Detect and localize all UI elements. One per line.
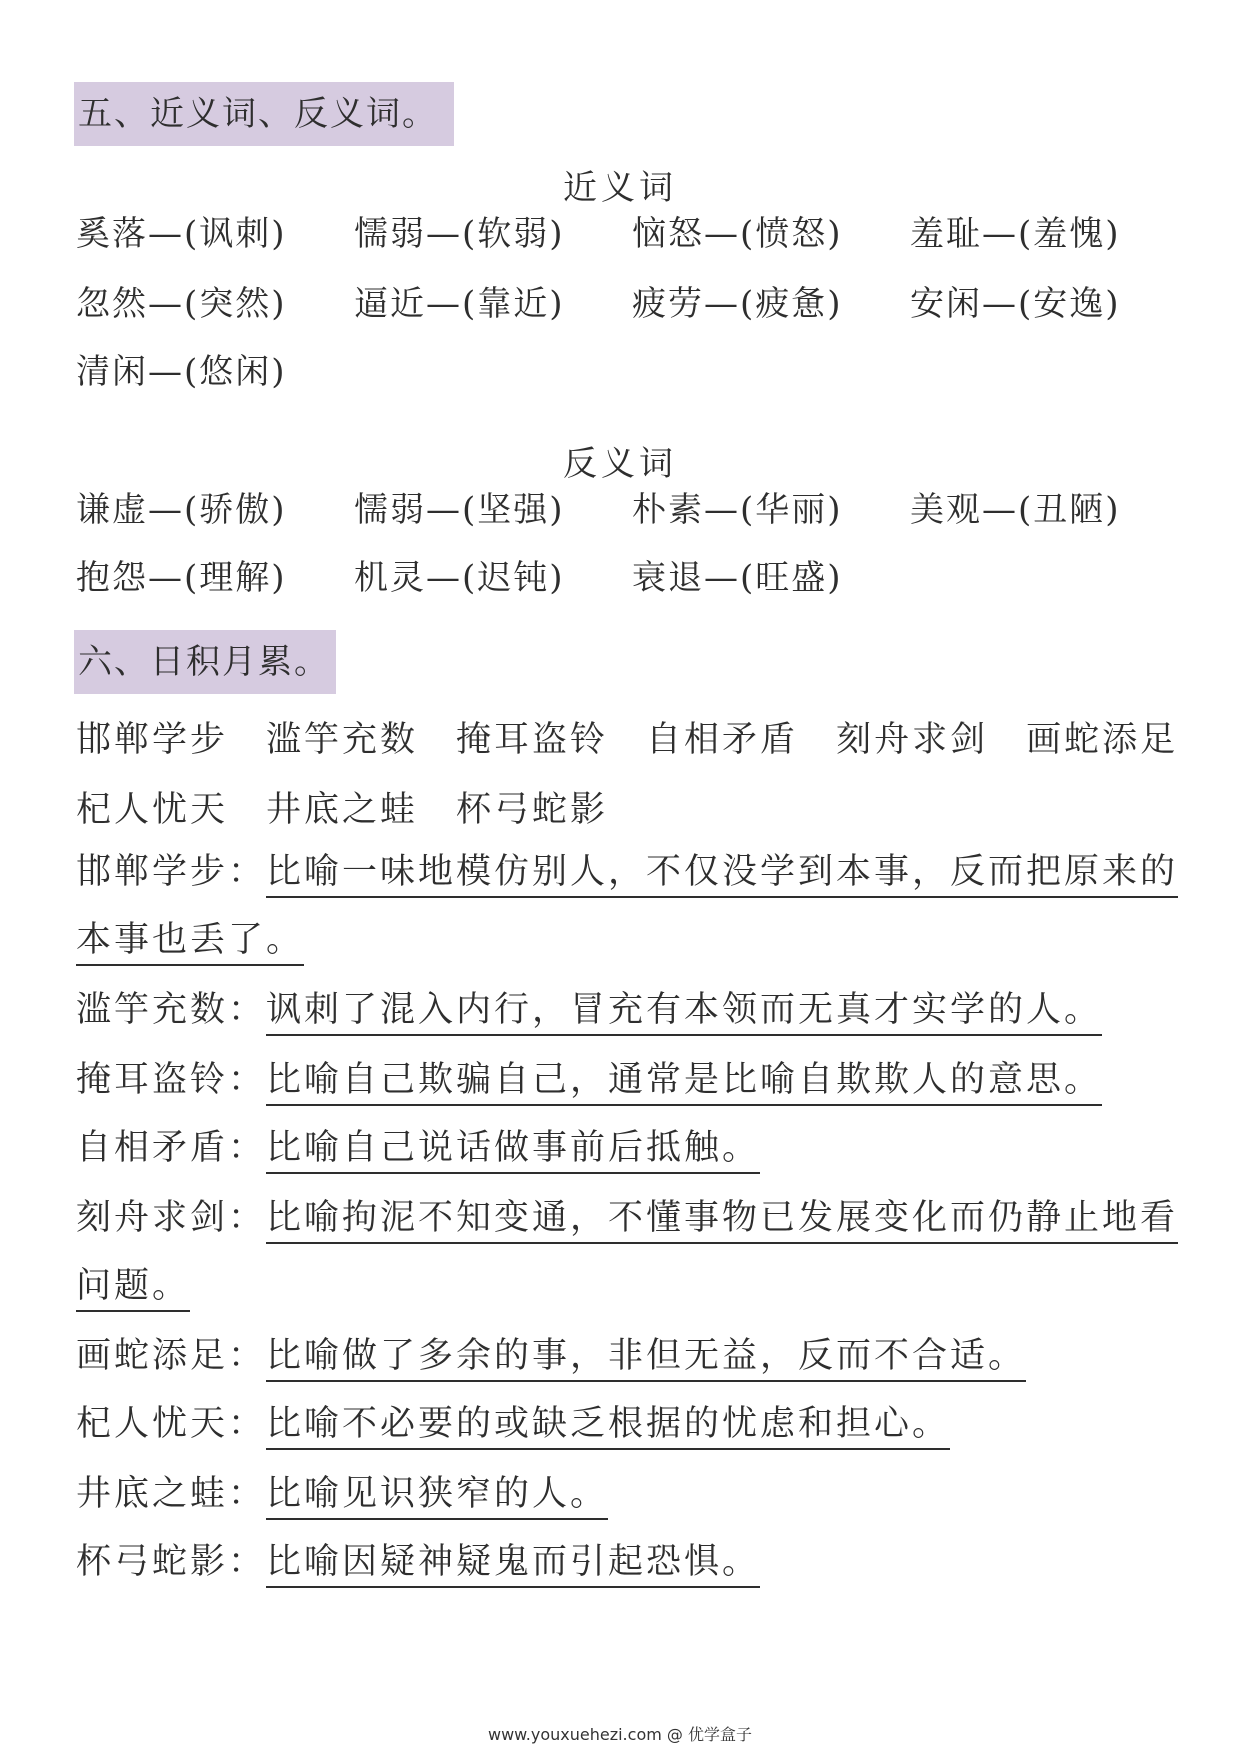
idiom-item: 杞人忧天 (76, 790, 229, 830)
idiom-explanation (76, 1470, 608, 1518)
explanation-text: 比喻见识狭窄的人。 (266, 1474, 608, 1520)
idiom-explanation (76, 1538, 760, 1586)
idiom-item: 画蛇添足 (1026, 720, 1179, 760)
explanation-text: 讽刺了混入内行，冒充有本领而无真才实学的人。 (266, 990, 1102, 1036)
idiom-term: 滥竽充数： (76, 990, 267, 1030)
explanation-text: 本事也丢了。 (76, 920, 304, 966)
synonyms-heading: 近义词 (563, 168, 677, 208)
synonym-pair: 羞耻—(羞愧) (910, 214, 1121, 254)
explanation-text: 比喻做了多余的事，非但无益，反而不合适。 (266, 1336, 1026, 1382)
synonym-pair: 恼怒—(愤怒) (632, 214, 843, 254)
idiom-term: 杯弓蛇影： (76, 1542, 267, 1582)
idiom-explanation (76, 1124, 760, 1172)
antonym-pair: 美观—(丑陋) (910, 490, 1121, 530)
idiom-item: 刻舟求剑 (836, 720, 989, 760)
idiom-term: 杞人忧天： (76, 1404, 267, 1444)
idiom-item: 井底之蛙 (266, 790, 419, 830)
idiom-explanation-cont (76, 1262, 190, 1310)
explanation-text: 比喻不必要的或缺乏根据的忧虑和担心。 (266, 1404, 950, 1450)
synonym-pair: 懦弱—(软弱) (354, 214, 565, 254)
idiom-term: 刻舟求剑： (76, 1198, 267, 1238)
idiom-explanation (76, 1400, 950, 1448)
explanation-text: 比喻因疑神疑鬼而引起恐惧。 (266, 1542, 760, 1588)
idiom-term: 画蛇添足： (76, 1336, 267, 1376)
idiom-explanation (76, 1056, 1102, 1104)
idiom-list-row (76, 782, 646, 832)
explanation-text: 问题。 (76, 1266, 190, 1312)
antonym-pair: 抱怨—(理解) (76, 558, 287, 598)
synonym-pair: 逼近—(靠近) (354, 284, 565, 324)
idiom-term: 井底之蛙： (76, 1474, 267, 1514)
antonym-pair: 机灵—(迟钝) (354, 558, 565, 598)
idiom-explanation (76, 1194, 1178, 1242)
antonym-pair: 朴素—(华丽) (632, 490, 843, 530)
section-5-title: 五、近义词、反义词。 (74, 82, 454, 146)
synonym-pair: 清闲—(悠闲) (76, 352, 287, 392)
idiom-item: 杯弓蛇影 (456, 790, 609, 830)
explanation-text: 比喻拘泥不知变通，不懂事物已发展变化而仍静止地看 (266, 1198, 1178, 1244)
idiom-term: 掩耳盗铃： (76, 1060, 267, 1100)
synonym-pair: 疲劳—(疲惫) (632, 284, 843, 324)
footer-watermark: www.youxuehezi.com @ 优学盒子 (488, 1725, 752, 1744)
synonym-pair: 忽然—(突然) (76, 284, 287, 324)
explanation-text: 比喻一味地模仿别人，不仅没学到本事，反而把原来的 (266, 852, 1178, 898)
idiom-list-row (76, 712, 1216, 762)
explanation-text: 比喻自己欺骗自己，通常是比喻自欺欺人的意思。 (266, 1060, 1102, 1106)
synonym-pair: 奚落—(讽刺) (76, 214, 287, 254)
idiom-item: 自相矛盾 (646, 720, 799, 760)
section-6-title: 六、日积月累。 (74, 630, 336, 694)
idiom-term: 自相矛盾： (76, 1128, 267, 1168)
idiom-explanation (76, 1332, 1026, 1380)
idiom-item: 邯郸学步 (76, 720, 229, 760)
idiom-item: 滥竽充数 (266, 720, 419, 760)
idiom-term: 邯郸学步： (76, 852, 267, 892)
idiom-explanation-cont (76, 916, 304, 964)
synonym-pair: 安闲—(安逸) (910, 284, 1121, 324)
antonym-pair: 衰退—(旺盛) (632, 558, 843, 598)
antonym-pair: 谦虚—(骄傲) (76, 490, 287, 530)
explanation-text: 比喻自己说话做事前后抵触。 (266, 1128, 760, 1174)
antonyms-heading: 反义词 (563, 444, 677, 484)
idiom-item: 掩耳盗铃 (456, 720, 609, 760)
antonym-pair: 懦弱—(坚强) (354, 490, 565, 530)
idiom-explanation (76, 848, 1178, 896)
idiom-explanation (76, 986, 1102, 1034)
